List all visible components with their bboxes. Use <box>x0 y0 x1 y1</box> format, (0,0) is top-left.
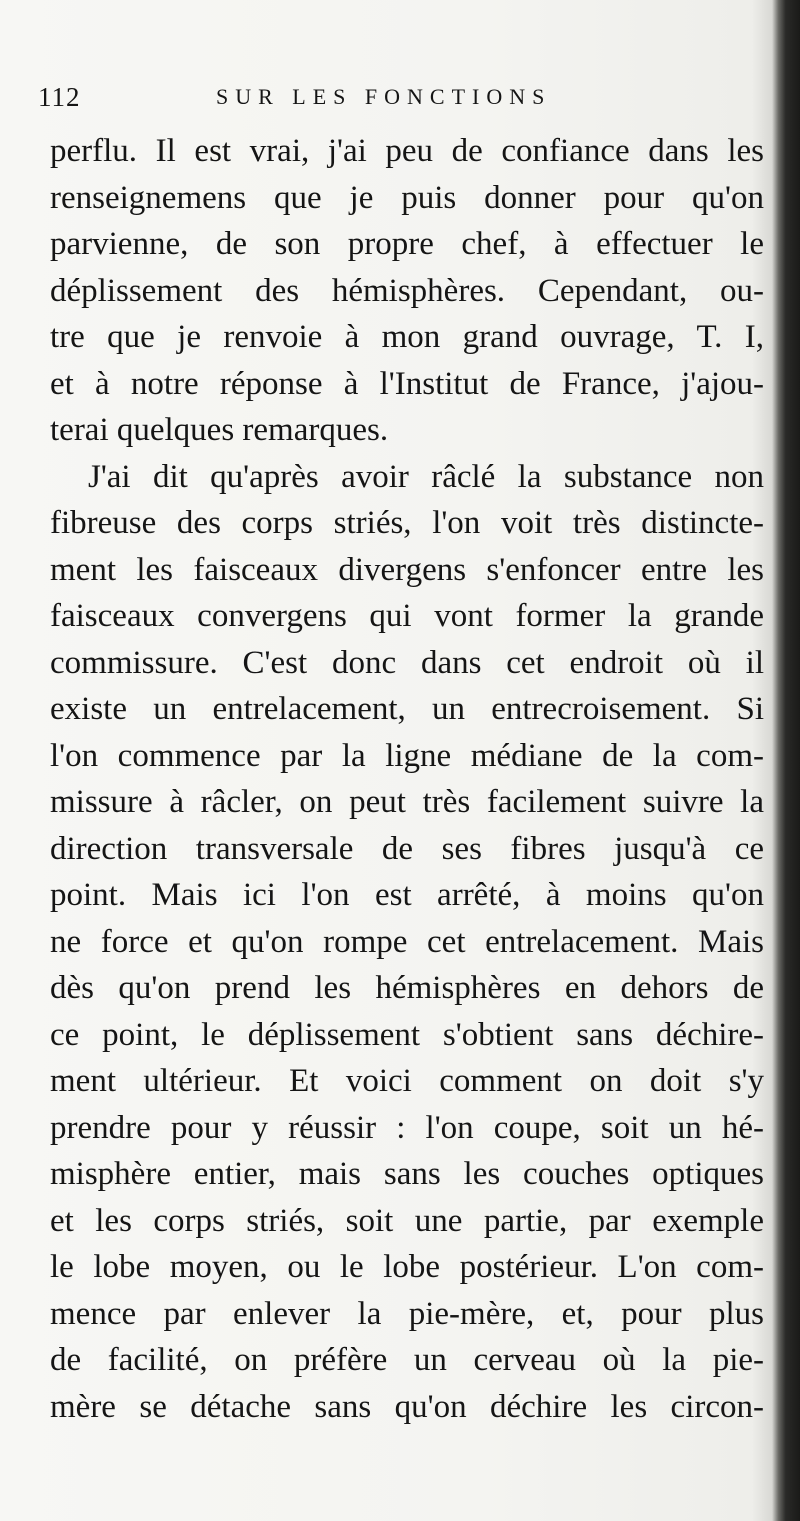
text-line: et les corps striés, soit une partie, par exemple <box>50 1202 764 1239</box>
text-line: prendre pour y réussir : l'on coupe, soit un hé- <box>50 1109 764 1146</box>
text-line: le lobe moyen, ou le lobe postérieur. L'on com- <box>50 1249 764 1285</box>
text-line: ment ultérieur. Et voici comment on doit s'y <box>50 1063 764 1099</box>
body-text <box>50 128 764 1458</box>
text-line: ment les faisceaux divergens s'enfoncer entre les <box>50 551 764 588</box>
text-line: tre que je renvoie à mon grand ouvrage, T. I, <box>50 319 764 355</box>
text-line: J'ai dit qu'après avoir râclé la substance non <box>88 458 764 495</box>
text-line: direction transversale de ses fibres jusqu'à ce <box>50 830 764 867</box>
page-number: 112 <box>38 82 81 112</box>
running-head: SUR LES FONCTIONS <box>216 84 552 109</box>
text-line: ne force et qu'on rompe cet entrelacement. Mais <box>50 923 764 960</box>
text-line: ce point, le déplissement s'obtient sans déchire- <box>50 1016 764 1053</box>
text-line: fibreuse des corps striés, l'on voit très distincte- <box>50 505 764 541</box>
text-line: missure à râcler, on peut très facilement suivre la <box>50 784 764 820</box>
text-line: renseignemens que je puis donner pour qu'on <box>50 179 764 216</box>
text-line: parvienne, de son propre chef, à effectuer le <box>50 226 764 262</box>
text-line: existe un entrelacement, un entrecroisement. Si <box>50 691 764 727</box>
text-line: terai quelques remarques. <box>50 412 389 448</box>
text-line: de facilité, on préfère un cerveau où la pie- <box>50 1342 764 1378</box>
text-line: perflu. Il est vrai, j'ai peu de confiance dans les <box>50 133 764 169</box>
text-line: et à notre réponse à l'Institut de France, j'ajou- <box>50 365 764 402</box>
text-line: mence par enlever la pie-mère, et, pour plus <box>50 1295 764 1332</box>
text-line: misphère entier, mais sans les couches optiques <box>50 1156 764 1192</box>
text-line: point. Mais ici l'on est arrêté, à moins qu'on <box>50 877 764 913</box>
text-line: commissure. C'est donc dans cet endroit où il <box>50 644 764 681</box>
text-line: déplissement des hémisphères. Cependant, ou- <box>50 272 764 309</box>
text-line: dès qu'on prend les hémisphères en dehors de <box>50 970 764 1006</box>
page-header <box>38 82 758 122</box>
text-line: mère se détache sans qu'on déchire les circon- <box>50 1388 764 1425</box>
text-line: l'on commence par la ligne médiane de la com- <box>50 737 764 774</box>
text-line: faisceaux convergens qui vont former la grande <box>50 598 764 634</box>
